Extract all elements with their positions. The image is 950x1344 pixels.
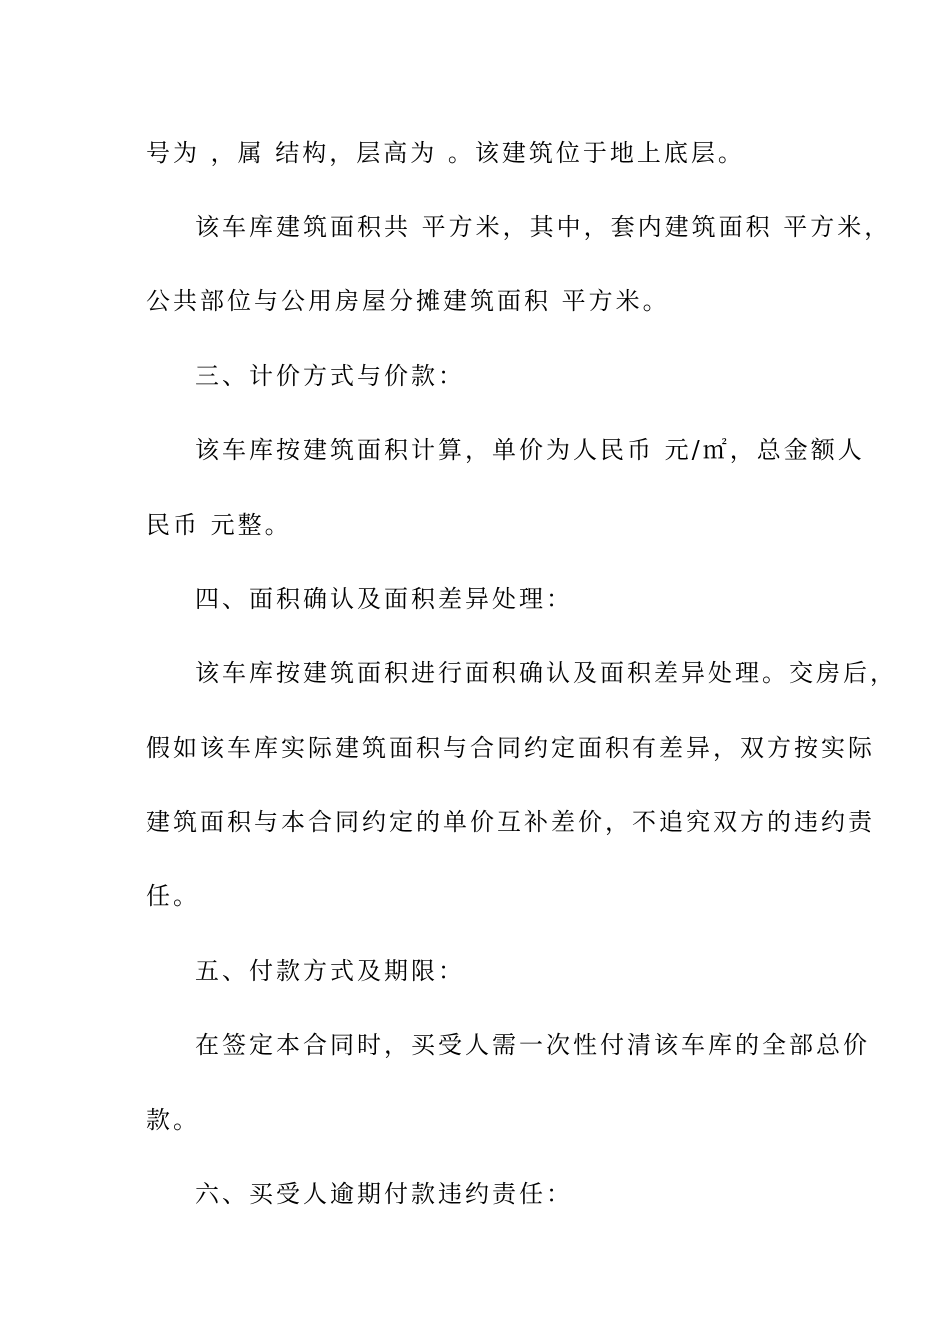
- paragraph-line-6: 民币 元整。: [146, 511, 292, 539]
- paragraph-line-5: 该车库按建筑面积计算，单价为人民币 元/㎡，总金额人: [195, 436, 865, 464]
- paragraph-line-2: 该车库建筑面积共 平方米，其中，套内建筑面积 平方米，: [195, 213, 892, 241]
- paragraph-line-11: 任。: [146, 882, 200, 910]
- paragraph-line-13: 在签定本合同时，买受人需一次性付清该车库的全部总价: [195, 1031, 870, 1059]
- section-heading-3: 三、计价方式与价款：: [195, 362, 465, 390]
- paragraph-line-10: 建筑面积与本合同约定的单价互补差价，不追究双方的违约责: [146, 808, 875, 836]
- paragraph-line-3: 公共部位与公用房屋分摊建筑面积 平方米。: [146, 287, 670, 315]
- section-heading-5: 五、付款方式及期限：: [195, 957, 465, 985]
- paragraph-line-9: 假如该车库实际建筑面积与合同约定面积有差异，双方按实际: [146, 734, 875, 762]
- section-heading-6: 六、买受人逾期付款违约责任：: [195, 1180, 573, 1208]
- paragraph-line-8: 该车库按建筑面积进行面积确认及面积差异处理。交房后，: [195, 659, 897, 687]
- section-heading-4: 四、面积确认及面积差异处理：: [195, 585, 573, 613]
- paragraph-line-14: 款。: [146, 1106, 200, 1134]
- paragraph-line-1: 号为 ，属 结构，层高为 。该建筑位于地上底层。: [146, 139, 745, 167]
